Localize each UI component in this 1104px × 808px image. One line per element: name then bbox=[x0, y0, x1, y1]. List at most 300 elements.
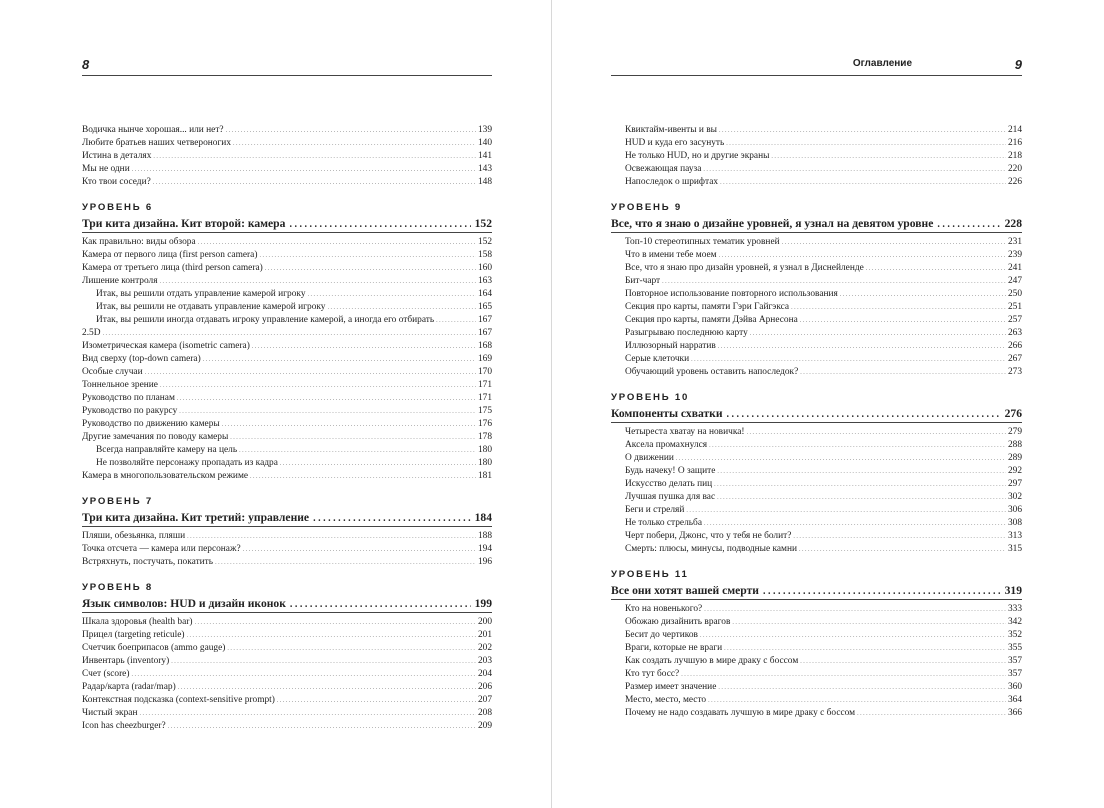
toc-entry-title: Лишение контроля bbox=[82, 276, 158, 286]
toc-entry-page: 194 bbox=[477, 544, 492, 554]
toc-entry bbox=[611, 603, 1022, 616]
toc-entry bbox=[611, 262, 1022, 275]
toc-entry-page: 218 bbox=[1007, 151, 1022, 161]
dot-leader bbox=[308, 288, 476, 302]
dot-leader bbox=[233, 137, 476, 151]
dot-leader bbox=[718, 340, 1006, 354]
toc-entry-title: Искусство делать пиц bbox=[625, 479, 713, 489]
toc-entry-title: Встряхнуть, постучать, покатить bbox=[82, 557, 214, 567]
toc-entry-title: Аксела промахнулся bbox=[625, 440, 708, 450]
toc-entry bbox=[82, 444, 492, 457]
toc-entry-title: Иллюзорный нарратив bbox=[625, 341, 716, 351]
toc-entry bbox=[82, 616, 492, 629]
toc-entry-page: 167 bbox=[477, 328, 492, 338]
toc-entry-title: Кто тут босс? bbox=[625, 669, 680, 679]
toc-entry-title: Серые клеточки bbox=[625, 354, 690, 364]
toc-entry bbox=[611, 353, 1022, 366]
dot-leader bbox=[750, 327, 1006, 341]
toc-entry bbox=[82, 150, 492, 163]
toc-entry bbox=[611, 137, 1022, 150]
dot-leader bbox=[313, 509, 471, 527]
dot-leader bbox=[328, 301, 476, 315]
dot-leader bbox=[763, 582, 1001, 600]
toc-entry-title: Бит-чарт bbox=[625, 276, 661, 286]
level-label: УРОВЕНЬ 7 bbox=[82, 496, 154, 507]
toc-entry bbox=[82, 262, 492, 275]
toc-entry-page: 302 bbox=[1007, 492, 1022, 502]
dot-leader bbox=[153, 176, 476, 190]
toc-entry bbox=[611, 616, 1022, 629]
toc-entry-page: 206 bbox=[477, 682, 492, 692]
toc-entry-title: Пляши, обезьянка, пляши bbox=[82, 531, 186, 541]
dot-leader bbox=[937, 215, 1000, 233]
toc-entry-title: Icon has cheezburger? bbox=[82, 721, 166, 731]
toc-entry-title: Радар/карта (radar/map) bbox=[82, 682, 176, 692]
chapter-heading bbox=[82, 215, 492, 233]
toc-entry-page: 201 bbox=[477, 630, 492, 640]
toc-entry bbox=[611, 694, 1022, 707]
toc-entry-title: Итак, вы решили отдать управление камерой игроку bbox=[96, 289, 306, 299]
toc-entry-page: 196 bbox=[477, 557, 492, 567]
toc-entry bbox=[82, 275, 492, 288]
toc-entry bbox=[611, 314, 1022, 327]
dot-leader bbox=[727, 405, 1001, 423]
toc-entry bbox=[82, 392, 492, 405]
dot-leader bbox=[195, 616, 476, 630]
toc-entry-page: 251 bbox=[1007, 302, 1022, 312]
dot-leader bbox=[720, 176, 1006, 190]
toc-entry-page: 163 bbox=[477, 276, 492, 286]
toc-entry-page: 241 bbox=[1007, 263, 1022, 273]
toc-entry-title: Контекстная подсказка (context-sensitive prompt) bbox=[82, 695, 275, 705]
toc-entry bbox=[82, 405, 492, 418]
dot-leader bbox=[676, 452, 1006, 466]
toc-entry-page: 220 bbox=[1007, 164, 1022, 174]
chapter-heading bbox=[611, 215, 1022, 233]
chapter-heading bbox=[82, 595, 492, 613]
toc-entry-title: Тоннельное зрение bbox=[82, 380, 158, 390]
toc-entry-title: Секция про карты, памяти Дэйва Арнесона bbox=[625, 315, 798, 325]
toc-entry bbox=[82, 668, 492, 681]
dot-leader bbox=[103, 327, 476, 341]
toc-entry bbox=[611, 249, 1022, 262]
toc-entry-page: 263 bbox=[1007, 328, 1022, 338]
toc-entry-page: 200 bbox=[477, 617, 492, 627]
toc-entry-page: 139 bbox=[477, 125, 492, 135]
dot-leader bbox=[771, 150, 1006, 164]
toc-entry-title: Разыгрываю последнюю карту bbox=[625, 328, 748, 338]
toc-entry bbox=[611, 236, 1022, 249]
toc-entry-page: 360 bbox=[1007, 682, 1022, 692]
toc-entry-page: 152 bbox=[477, 237, 492, 247]
level-label: УРОВЕНЬ 11 bbox=[611, 569, 689, 580]
toc-entry-page: 180 bbox=[477, 458, 492, 468]
toc-entry bbox=[82, 124, 492, 137]
toc-entry bbox=[611, 655, 1022, 668]
toc-entry bbox=[82, 470, 492, 483]
toc-entry-title: О движении bbox=[625, 453, 674, 463]
dot-leader bbox=[280, 457, 476, 471]
dot-leader bbox=[793, 530, 1006, 544]
toc-entry-page: 160 bbox=[477, 263, 492, 273]
toc-entry-title: Руководство по движению камеры bbox=[82, 419, 220, 429]
toc-entry-title: Почему не надо создавать лучшую в мире драку с боссом bbox=[625, 708, 856, 718]
dot-leader bbox=[686, 504, 1006, 518]
toc-entry-page: 231 bbox=[1007, 237, 1022, 247]
chapter-page: 184 bbox=[474, 511, 492, 524]
toc-entry-page: 315 bbox=[1007, 544, 1022, 554]
toc-entry-title: Будь начеку! О защите bbox=[625, 466, 716, 476]
toc-entry-page: 288 bbox=[1007, 440, 1022, 450]
toc-entry bbox=[82, 314, 492, 327]
toc-entry bbox=[611, 163, 1022, 176]
toc-entry-page: 204 bbox=[477, 669, 492, 679]
toc-entry-title: Как создать лучшую в мире драку с боссом bbox=[625, 656, 799, 666]
toc-entry-title: Размер имеет значение bbox=[625, 682, 717, 692]
dot-leader bbox=[265, 262, 476, 276]
toc-entry-title: Кто на новенького? bbox=[625, 604, 703, 614]
toc-entry-title: Руководство по планам bbox=[82, 393, 175, 403]
dot-leader bbox=[277, 694, 476, 708]
toc-entry-title: Напоследок о шрифтах bbox=[625, 177, 719, 187]
dot-leader bbox=[131, 668, 475, 682]
dot-leader bbox=[187, 530, 476, 544]
toc-entry-page: 176 bbox=[477, 419, 492, 429]
chapter-title: Три кита дизайна. Кит третий: управление bbox=[82, 511, 310, 524]
toc-entry-title: Изометрическая камера (isometric camera) bbox=[82, 341, 250, 351]
toc-entry-title: Мы не одни bbox=[82, 164, 130, 174]
toc-entry-page: 292 bbox=[1007, 466, 1022, 476]
dot-leader bbox=[153, 150, 476, 164]
toc-entry-title: Прицел (targeting reticule) bbox=[82, 630, 185, 640]
dot-leader bbox=[708, 694, 1006, 708]
toc-entry-page: 181 bbox=[477, 471, 492, 481]
toc-entry bbox=[611, 439, 1022, 452]
toc-entry-page: 226 bbox=[1007, 177, 1022, 187]
dot-leader bbox=[704, 603, 1006, 617]
toc-entry-title: HUD и куда его засунуть bbox=[625, 138, 725, 148]
dot-leader bbox=[145, 366, 476, 380]
toc-entry bbox=[82, 655, 492, 668]
toc-entry bbox=[82, 353, 492, 366]
toc-entry-page: 364 bbox=[1007, 695, 1022, 705]
dot-leader bbox=[662, 275, 1006, 289]
left-page bbox=[0, 0, 551, 808]
toc-entry bbox=[82, 457, 492, 470]
dot-leader bbox=[732, 616, 1006, 630]
dot-leader bbox=[230, 431, 476, 445]
toc-entry-title: Чистый экран bbox=[82, 708, 138, 718]
toc-entry bbox=[82, 301, 492, 314]
toc-entry-page: 357 bbox=[1007, 669, 1022, 679]
toc-entry bbox=[82, 629, 492, 642]
left-running-head bbox=[82, 57, 492, 76]
toc-entry-page: 306 bbox=[1007, 505, 1022, 515]
dot-leader bbox=[709, 439, 1006, 453]
toc-entry bbox=[611, 275, 1022, 288]
toc-entry bbox=[611, 426, 1022, 439]
toc-entry-title: Камера в многопользовательском режиме bbox=[82, 471, 249, 481]
toc-entry bbox=[611, 504, 1022, 517]
toc-entry-title: Смерть: плюсы, минусы, подводные камни bbox=[625, 544, 797, 554]
left-toc-column bbox=[82, 124, 492, 733]
toc-entry-title: Лучшая пушка для вас bbox=[625, 492, 716, 502]
toc-entry-page: 257 bbox=[1007, 315, 1022, 325]
toc-entry bbox=[82, 340, 492, 353]
toc-entry-page: 165 bbox=[477, 302, 492, 312]
toc-entry bbox=[611, 642, 1022, 655]
level-label: УРОВЕНЬ 9 bbox=[611, 202, 683, 213]
dot-leader bbox=[840, 288, 1006, 302]
toc-entry bbox=[82, 694, 492, 707]
dot-leader bbox=[691, 353, 1006, 367]
toc-entry-title: Вид сверху (top-down camera) bbox=[82, 354, 201, 364]
chapter-page: 276 bbox=[1004, 407, 1022, 420]
page-number: 9 bbox=[1014, 57, 1022, 72]
dot-leader bbox=[177, 392, 476, 406]
toc-entry-title: Итак, вы решили иногда отдавать игроку управление камерой, а иногда его отбирать bbox=[96, 315, 435, 325]
toc-entry-page: 208 bbox=[477, 708, 492, 718]
dot-leader bbox=[187, 629, 476, 643]
toc-entry-title: Черт побери, Джонс, что у тебя не болит? bbox=[625, 531, 792, 541]
dot-leader bbox=[717, 465, 1006, 479]
toc-entry-page: 239 bbox=[1007, 250, 1022, 260]
running-title: Оглавление bbox=[852, 58, 912, 69]
toc-entry-page: 158 bbox=[477, 250, 492, 260]
toc-entry-page: 273 bbox=[1007, 367, 1022, 377]
toc-entry-title: Руководство по ракурсу bbox=[82, 406, 178, 416]
toc-entry bbox=[611, 491, 1022, 504]
toc-entry-title: Освежающая пауза bbox=[625, 164, 702, 174]
dot-leader bbox=[703, 163, 1006, 177]
dot-leader bbox=[681, 668, 1006, 682]
toc-entry bbox=[82, 236, 492, 249]
toc-entry bbox=[611, 478, 1022, 491]
chapter-page: 199 bbox=[474, 597, 492, 610]
toc-entry bbox=[82, 327, 492, 340]
toc-entry-page: 168 bbox=[477, 341, 492, 351]
toc-entry-title: Враги, которые не враги bbox=[625, 643, 723, 653]
toc-entry-title: 2.5D bbox=[82, 328, 101, 338]
toc-entry-title: Инвентарь (inventory) bbox=[82, 656, 170, 666]
toc-entry-page: 308 bbox=[1007, 518, 1022, 528]
dot-leader bbox=[800, 655, 1006, 669]
toc-entry-title: Четыреста хватау на новичка! bbox=[625, 427, 745, 437]
toc-entry bbox=[82, 176, 492, 189]
chapter-page: 228 bbox=[1004, 217, 1022, 230]
dot-leader bbox=[800, 314, 1006, 328]
toc-entry bbox=[611, 707, 1022, 720]
chapter-page: 319 bbox=[1004, 584, 1022, 597]
toc-entry-title: Обучающий уровень оставить напоследок? bbox=[625, 367, 799, 377]
dot-leader bbox=[290, 595, 471, 613]
dot-leader bbox=[252, 340, 476, 354]
toc-entry-title: Особые случаи bbox=[82, 367, 143, 377]
toc-entry-page: 207 bbox=[477, 695, 492, 705]
toc-entry-page: 297 bbox=[1007, 479, 1022, 489]
dot-leader bbox=[198, 236, 476, 250]
toc-entry-title: Камера от первого лица (first person camera) bbox=[82, 250, 258, 260]
chapter-title: Три кита дизайна. Кит второй: камера bbox=[82, 217, 286, 230]
toc-entry-page: 366 bbox=[1007, 708, 1022, 718]
toc-entry-page: 202 bbox=[477, 643, 492, 653]
dot-leader bbox=[227, 642, 476, 656]
toc-entry bbox=[611, 124, 1022, 137]
toc-entry-title: Место, место, место bbox=[625, 695, 707, 705]
toc-entry bbox=[82, 720, 492, 733]
dot-leader bbox=[791, 301, 1006, 315]
dot-leader bbox=[747, 426, 1006, 440]
chapter-title: Язык символов: HUD и дизайн иконок bbox=[82, 597, 286, 610]
toc-entry bbox=[611, 543, 1022, 556]
level-label: УРОВЕНЬ 8 bbox=[82, 582, 154, 593]
dot-leader bbox=[239, 444, 476, 458]
toc-entry bbox=[611, 327, 1022, 340]
toc-entry-title: Все, что я знаю про дизайн уровней, я узнал в Диснейленде bbox=[625, 263, 864, 273]
dot-leader bbox=[243, 543, 476, 557]
dot-leader bbox=[719, 124, 1006, 138]
toc-entry-title: Как правильно: виды обзора bbox=[82, 237, 196, 247]
toc-entry-title: Любите братьев наших четвероногих bbox=[82, 138, 232, 148]
chapter-page: 152 bbox=[474, 217, 492, 230]
toc-entry bbox=[611, 681, 1022, 694]
toc-entry-title: Топ-10 стереотипных тематик уровней bbox=[625, 237, 780, 247]
toc-entry-page: 214 bbox=[1007, 125, 1022, 135]
toc-entry bbox=[611, 150, 1022, 163]
toc-entry-page: 180 bbox=[477, 445, 492, 455]
dot-leader bbox=[704, 517, 1006, 531]
toc-entry-page: 141 bbox=[477, 151, 492, 161]
toc-entry-page: 333 bbox=[1007, 604, 1022, 614]
toc-entry-title: Не только стрельба bbox=[625, 518, 702, 528]
dot-leader bbox=[714, 478, 1006, 492]
chapter-title: Все, что я знаю о дизайне уровней, я узнал на девятом уровне bbox=[611, 217, 934, 230]
dot-leader bbox=[857, 707, 1006, 721]
dot-leader bbox=[171, 655, 476, 669]
toc-entry-title: Другие замечания по поводу камеры bbox=[82, 432, 229, 442]
dot-leader bbox=[800, 366, 1006, 380]
toc-entry bbox=[82, 163, 492, 176]
toc-entry-page: 289 bbox=[1007, 453, 1022, 463]
toc-entry bbox=[611, 465, 1022, 478]
toc-entry bbox=[82, 379, 492, 392]
dot-leader bbox=[718, 681, 1006, 695]
toc-entry-title: Обожаю дизайнить врагов bbox=[625, 617, 731, 627]
toc-entry-page: 313 bbox=[1007, 531, 1022, 541]
dot-leader bbox=[222, 418, 476, 432]
toc-entry-title: Беги и стреляй bbox=[625, 505, 685, 515]
chapter-heading bbox=[82, 509, 492, 527]
chapter-heading bbox=[611, 582, 1022, 600]
level-label: УРОВЕНЬ 6 bbox=[82, 202, 154, 213]
toc-entry-title: Итак, вы решили не отдавать управление камерой игроку bbox=[96, 302, 326, 312]
toc-entry-page: 266 bbox=[1007, 341, 1022, 351]
toc-entry-title: Водичка нынче хорошая... или нет? bbox=[82, 125, 224, 135]
dot-leader bbox=[168, 720, 476, 734]
toc-entry-title: Квиктайм-ивенты и вы bbox=[625, 125, 717, 135]
toc-entry-page: 357 bbox=[1007, 656, 1022, 666]
toc-entry-title: Не только HUD, но и другие экраны bbox=[625, 151, 770, 161]
toc-entry-page: 171 bbox=[477, 393, 492, 403]
toc-entry-page: 216 bbox=[1007, 138, 1022, 148]
chapter-heading bbox=[611, 405, 1022, 423]
toc-entry-page: 169 bbox=[477, 354, 492, 364]
toc-entry bbox=[82, 707, 492, 720]
right-page bbox=[552, 0, 1104, 808]
dot-leader bbox=[132, 163, 476, 177]
toc-entry bbox=[611, 366, 1022, 379]
toc-entry-title: Всегда направляйте камеру на цель bbox=[96, 445, 238, 455]
dot-leader bbox=[782, 236, 1006, 250]
toc-entry-page: 267 bbox=[1007, 354, 1022, 364]
toc-entry bbox=[611, 517, 1022, 530]
toc-entry-page: 342 bbox=[1007, 617, 1022, 627]
toc-entry-page: 355 bbox=[1007, 643, 1022, 653]
dot-leader bbox=[179, 405, 476, 419]
toc-entry bbox=[82, 288, 492, 301]
toc-entry-title: Повторное использование повторного использования bbox=[625, 289, 838, 299]
right-running-head bbox=[611, 57, 1022, 76]
dot-leader bbox=[250, 470, 476, 484]
toc-entry bbox=[82, 681, 492, 694]
toc-entry-title: Шкала здоровья (health bar) bbox=[82, 617, 193, 627]
toc-entry bbox=[611, 530, 1022, 543]
toc-entry-title: Счет (score) bbox=[82, 669, 130, 679]
toc-entry-title: Что в имени тебе моем bbox=[625, 250, 717, 260]
toc-entry-page: 140 bbox=[477, 138, 492, 148]
dot-leader bbox=[139, 707, 475, 721]
toc-entry-title: Точка отсчета — камера или персонаж? bbox=[82, 544, 241, 554]
toc-entry-title: Секция про карты, памяти Гэри Гайгэкса bbox=[625, 302, 790, 312]
toc-entry bbox=[611, 288, 1022, 301]
page-number: 8 bbox=[82, 57, 90, 72]
toc-entry-page: 171 bbox=[477, 380, 492, 390]
toc-entry-page: 178 bbox=[477, 432, 492, 442]
toc-entry-page: 188 bbox=[477, 531, 492, 541]
chapter-title: Компоненты схватки bbox=[611, 407, 723, 420]
dot-leader bbox=[436, 314, 476, 328]
dot-leader bbox=[160, 275, 476, 289]
dot-leader bbox=[259, 249, 475, 263]
dot-leader bbox=[719, 249, 1006, 263]
toc-entry bbox=[611, 668, 1022, 681]
dot-leader bbox=[215, 556, 476, 570]
toc-entry bbox=[611, 301, 1022, 314]
toc-entry-title: Не позволяйте персонажу пропадать из кадра bbox=[96, 458, 278, 468]
toc-entry bbox=[82, 543, 492, 556]
level-label: УРОВЕНЬ 10 bbox=[611, 392, 690, 403]
toc-entry-title: Кто твои соседи? bbox=[82, 177, 151, 187]
dot-leader bbox=[700, 629, 1006, 643]
toc-entry bbox=[611, 340, 1022, 353]
toc-entry-page: 209 bbox=[477, 721, 492, 731]
toc-entry bbox=[82, 366, 492, 379]
toc-entry-page: 247 bbox=[1007, 276, 1022, 286]
dot-leader bbox=[226, 124, 476, 138]
toc-entry bbox=[82, 137, 492, 150]
toc-entry-page: 352 bbox=[1007, 630, 1022, 640]
toc-entry-page: 279 bbox=[1007, 427, 1022, 437]
toc-entry-page: 203 bbox=[477, 656, 492, 666]
right-toc-column bbox=[611, 124, 1022, 720]
dot-leader bbox=[160, 379, 476, 393]
toc-entry bbox=[82, 530, 492, 543]
toc-entry bbox=[82, 431, 492, 444]
dot-leader bbox=[726, 137, 1006, 151]
toc-entry bbox=[82, 418, 492, 431]
toc-entry-title: Счетчик боеприпасов (ammo gauge) bbox=[82, 643, 226, 653]
dot-leader bbox=[799, 543, 1006, 557]
